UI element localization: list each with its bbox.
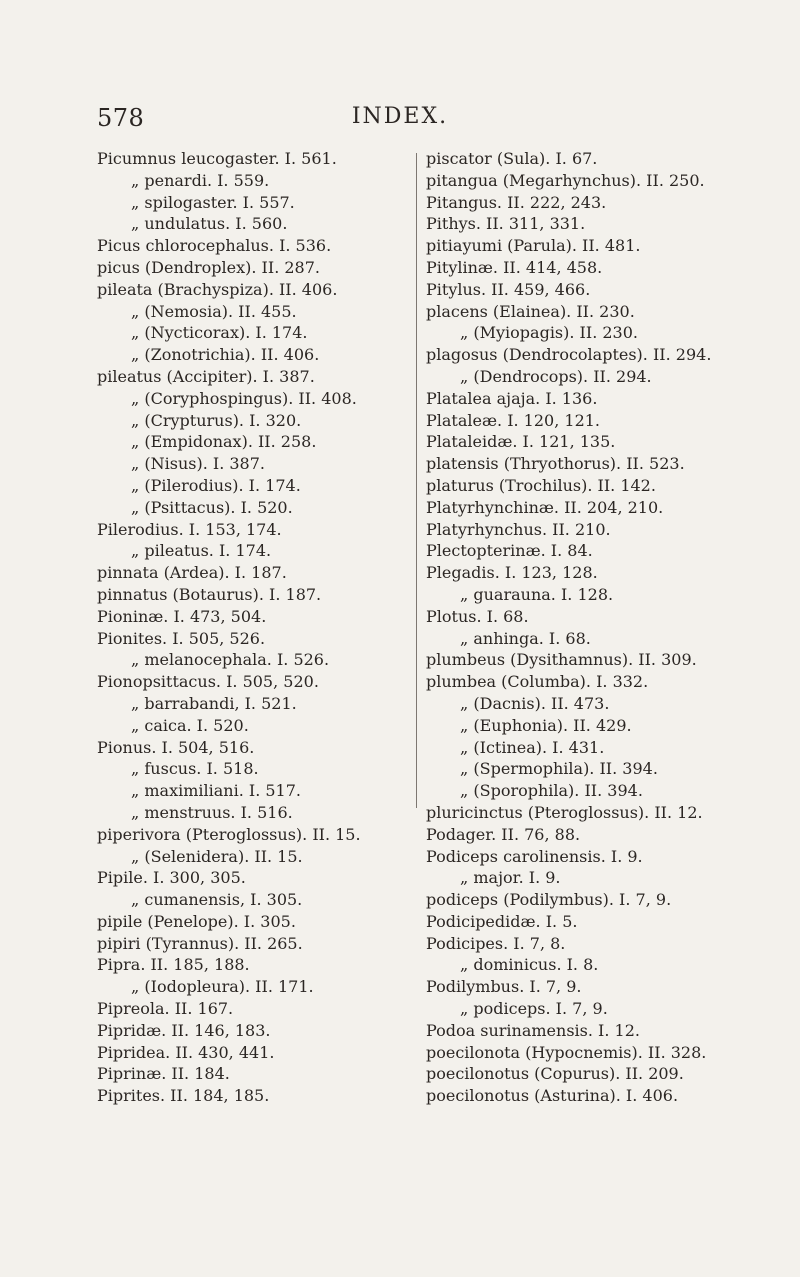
index-entry: Platyrhynchinæ. II. 204, 210. [426,497,664,517]
index-entry: Podager. II. 76, 88. [426,824,581,844]
index-entry: piperivora (Pteroglossus). II. 15. [97,824,361,844]
index-entry: Pipreola. II. 167. [97,999,234,1019]
index-column-left [97,148,397,1107]
index-subentry: „ melanocephala. I. 526. [131,650,330,670]
index-subentry: „ (Nemosia). II. 455. [131,301,297,321]
index-entry: Plegadis. I. 123, 128. [426,563,598,583]
index-entry: pinnata (Ardea). I. 187. [97,563,287,583]
index-entry: Podilymbus. I. 7, 9. [426,977,582,997]
index-entry: pinnatus (Botaurus). I. 187. [97,584,322,604]
index-entry: pipiri (Tyrannus). II. 265. [97,933,303,953]
index-entry: poecilonotus (Asturina). I. 406. [426,1086,679,1106]
index-entry: pitiayumi (Parula). II. 481. [426,236,641,256]
index-subentry: „ barrabandi, I. 521. [131,693,297,713]
index-entry: Podoa surinamensis. I. 12. [426,1020,640,1040]
index-entry: Pithys. II. 311, 331. [426,214,586,234]
index-entry: Podicipes. I. 7, 8. [426,933,566,953]
index-subentry: „ fuscus. I. 518. [131,759,259,779]
index-entry: Pioninæ. I. 473, 504. [97,606,267,626]
index-entry: Pipridæ. II. 146, 183. [97,1020,271,1040]
index-subentry: „ (Selenidera). II. 15. [131,846,303,866]
index-entry: Platalea ajaja. I. 136. [426,388,598,408]
index-subentry: „ penardi. I. 559. [131,170,270,190]
index-entry: Piprinæ. II. 184. [97,1064,230,1084]
index-entry: Pionites. I. 505, 526. [97,628,266,648]
index-subentry: „ (Dendrocops). II. 294. [460,366,652,386]
index-entry: pitangua (Megarhynchus). II. 250. [426,170,705,190]
index-subentry: „ guarauna. I. 128. [460,584,614,604]
index-subentry: „ spilogaster. I. 557. [131,192,295,212]
index-subentry: „ (Myiopagis). II. 230. [460,323,638,343]
index-entry: Plataleæ. I. 120, 121. [426,410,601,430]
index-entry: pileatus (Accipiter). I. 387. [97,366,315,386]
index-subentry: „ (Spermophila). II. 394. [460,759,658,779]
index-subentry: „ (Pilerodius). I. 174. [131,475,301,495]
index-entry: Pitylinæ. II. 414, 458. [426,257,603,277]
index-entry: placens (Elainea). II. 230. [426,301,635,321]
index-subentry: „ (Nycticorax). I. 174. [131,323,308,343]
index-subentry: „ (Psittacus). I. 520. [131,497,293,517]
page-title: INDEX. [351,104,449,129]
index-entry: Podiceps carolinensis. I. 9. [426,846,643,866]
index-subentry: „ maximiliani. I. 517. [131,781,301,801]
index-subentry: „ (Ictinea). I. 431. [460,737,605,757]
index-subentry: „ (Nisus). I. 387. [131,454,265,474]
index-entry: piscator (Sula). I. 67. [426,149,598,168]
index-subentry: „ (Empidonax). II. 258. [131,432,317,452]
index-subentry: „ (Sporophila). II. 394. [460,781,643,801]
index-subentry: „ pileatus. I. 174. [131,541,272,561]
index-subentry: „ (Crypturus). I. 320. [131,410,302,430]
index-subentry: „ (Coryphospingus). II. 408. [131,388,357,408]
index-entry: Pitylus. II. 459, 466. [426,279,591,299]
index-entry: Podicipedidæ. I. 5. [426,911,578,931]
index-entry: picus (Dendroplex). II. 287. [97,257,320,277]
index-entry: Piprites. II. 184, 185. [97,1086,270,1106]
index-entry: plumbeus (Dysithamnus). II. 309. [426,650,697,670]
index-entry: poecilonotus (Copurus). II. 209. [426,1064,684,1084]
index-subentry: „ caica. I. 520. [131,715,249,735]
index-column-right [426,148,776,1107]
index-subentry: „ undulatus. I. 560. [131,214,288,234]
index-entry: plumbea (Columba). I. 332. [426,672,649,692]
index-entry: Platyrhynchus. II. 210. [426,519,611,539]
index-entry: pluricinctus (Pteroglossus). II. 12. [426,802,703,822]
index-entry: platensis (Thryothorus). II. 523. [426,454,685,474]
index-subentry: „ dominicus. I. 8. [460,955,599,975]
index-subentry: „ anhinga. I. 68. [460,628,591,648]
index-entry: podiceps (Podilymbus). I. 7, 9. [426,890,672,910]
index-subentry: „ (Euphonia). II. 429. [460,715,632,735]
index-entry: Plataleidæ. I. 121, 135. [426,432,616,452]
index-entry: poecilonota (Hypocnemis). II. 328. [426,1042,707,1062]
index-entry: pipile (Penelope). I. 305. [97,911,296,931]
index-entry: Pionopsittacus. I. 505, 520. [97,672,319,692]
index-entry: Picumnus leucogaster. I. 561. [97,149,337,168]
index-entry: Plectopterinæ. I. 84. [426,541,593,561]
index-entry: Pilerodius. I. 153, 174. [97,519,282,539]
index-subentry: „ cumanensis, I. 305. [131,890,303,910]
index-entry: Picus chlorocephalus. I. 536. [97,236,332,256]
index-entry: Pipridea. II. 430, 441. [97,1042,275,1062]
index-subentry: „ (Iodopleura). II. 171. [131,977,314,997]
index-entry: Pitangus. II. 222, 243. [426,192,607,212]
index-entry: plagosus (Dendrocolaptes). II. 294. [426,345,712,365]
index-subentry: „ (Dacnis). II. 473. [460,693,610,713]
column-divider [416,153,417,808]
index-entry: platurus (Trochilus). II. 142. [426,475,656,495]
index-entry: Plotus. I. 68. [426,606,529,626]
index-entry: Pipra. II. 185, 188. [97,955,250,975]
page-number: 578 [97,104,145,132]
index-subentry: „ podiceps. I. 7, 9. [460,999,608,1019]
index-subentry: „ (Zonotrichia). II. 406. [131,345,320,365]
index-entry: Pipile. I. 300, 305. [97,868,246,888]
index-entry: Pionus. I. 504, 516. [97,737,255,757]
index-subentry: „ menstruus. I. 516. [131,802,293,822]
index-subentry: „ major. I. 9. [460,868,561,888]
index-entry: pileata (Brachyspiza). II. 406. [97,279,338,299]
